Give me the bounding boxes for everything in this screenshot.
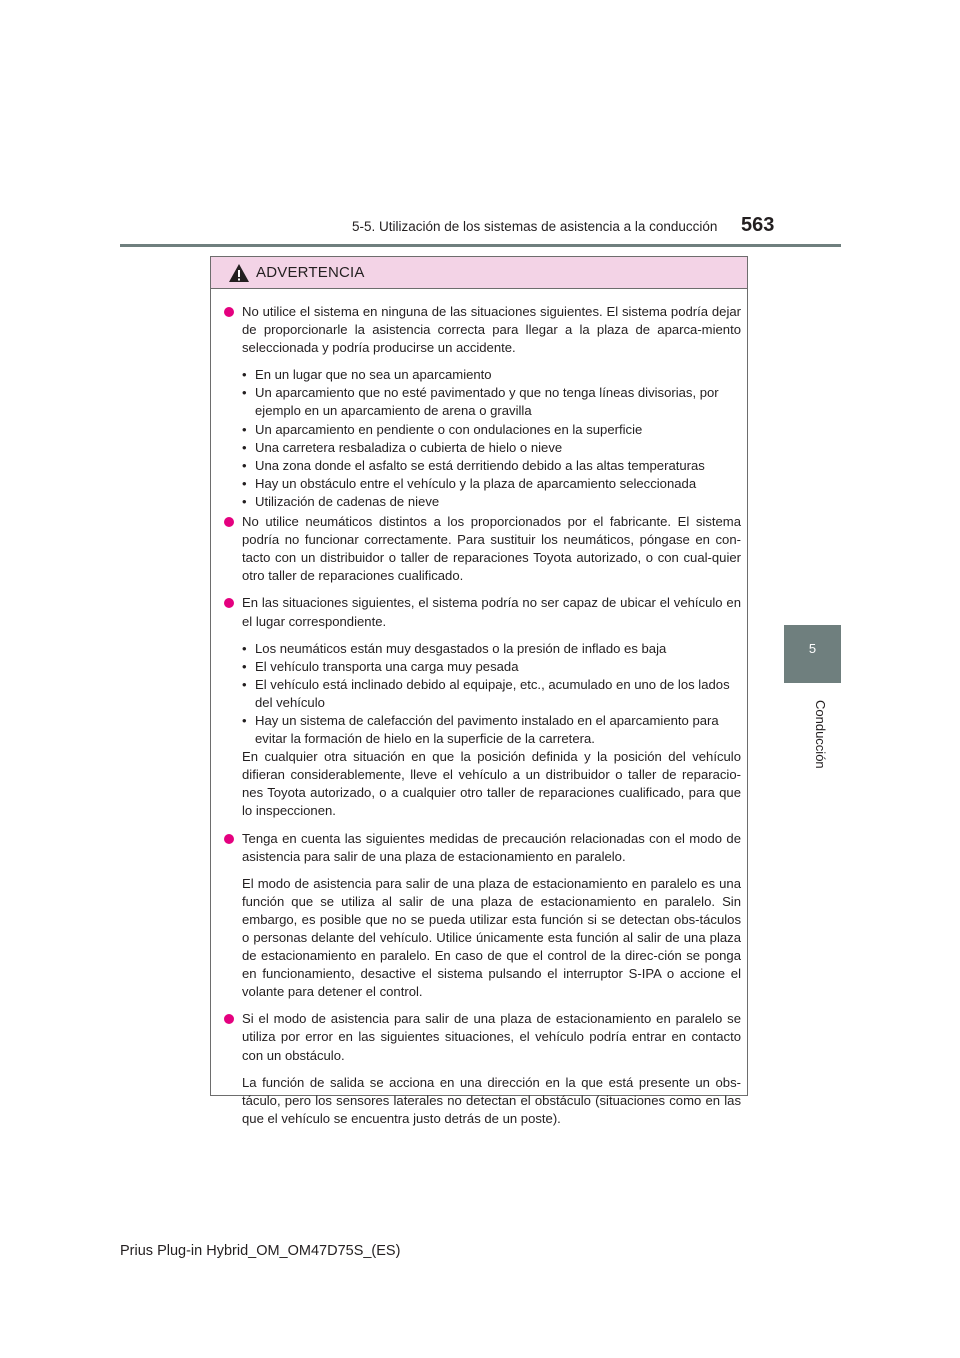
warning-title: ADVERTENCIA: [256, 264, 365, 281]
warning-item-text: En las situaciones siguientes, el sistema podría no ser capaz de ubicar el vehículo en el lugar correspondiente.: [242, 595, 741, 629]
chapter-tab-label: Conducción: [813, 700, 828, 769]
footer-doc-id: Prius Plug-in Hybrid_OM_OM47D75S_(ES): [120, 1243, 401, 1259]
warning-item: [224, 513, 741, 585]
warning-item-text: No utilice el sistema en ninguna de las situaciones siguientes. El sistema podría dejar de proporcionarle la asistencia correcta para llegar a la plaza de aparca-miento seleccionada y podría producirse un accidente.: [242, 304, 741, 356]
bullet-dot-icon: [224, 517, 234, 527]
warning-item: [224, 1010, 741, 1064]
list-item: • Una zona donde el asfalto se está derritiendo debido a las altas temperaturas: [242, 457, 741, 475]
warning-body: [211, 289, 747, 1128]
page-number: 563: [741, 214, 775, 236]
header-rule: [120, 244, 841, 247]
header-title: 5-5. Utilización de los sistemas de asistencia a la conducción: [352, 219, 718, 234]
warning-triangle-icon: [228, 263, 250, 283]
list-item: • Los neumáticos están muy desgastados o la presión de inflado es baja: [242, 640, 741, 658]
chapter-tab-number: 5: [808, 641, 817, 656]
list-item: • El vehículo transporta una carga muy pesada: [242, 658, 741, 676]
list-item: • Hay un sistema de calefacción del pavimento instalado en el aparcamiento para evitar la formación de hielo en la superficie de la carretera.: [242, 712, 741, 748]
warning-item-text: No utilice neumáticos distintos a los proporcionados por el fabricante. El sistema podría no funcionar correctamente. Para sustituir los neumáticos, póngase en con-tacto con un distribuidor o taller de reparaciones Toyota autorizado, o con cual-quier otro taller de reparaciones cualificado.: [242, 514, 741, 584]
condition-list: [242, 366, 741, 511]
warning-item-detail: La función de salida se acciona en una dirección en la que está presente un obs-táculo, pero los sensores laterales no detectan el obstáculo (situaciones como en las que el vehículo se encuentra justo detrás de un poste).: [242, 1074, 741, 1126]
condition-list: [242, 640, 741, 749]
list-item: • Utilización de cadenas de nieve: [242, 493, 741, 511]
bullet-dot-icon: [224, 834, 234, 844]
list-item: • Un aparcamiento que no esté pavimentado y que no tenga líneas divisorias, por ejemplo en un aparcamiento de arena o gravilla: [242, 384, 741, 420]
list-item: • Hay un obstáculo entre el vehículo y la plaza de aparcamiento seleccionada: [242, 475, 741, 493]
warning-header: [211, 257, 747, 289]
bullet-dot-icon: [224, 307, 234, 317]
warning-item-detail: El modo de asistencia para salir de una plaza de estacionamiento en paralelo es una función que se utiliza al salir de una plaza de estacionamiento en paralelo. Sin embargo, es posible que no se pueda utilizar esta función si se detectan obs-táculos o personas delante del vehículo. Utilice únicamente esta función al salir de una plaza de estacionamiento en paralelo. En caso de que el control de la direc-ción se ponga en funcionamiento, desactive el sistema pulsando el interruptor S-IPA o accione el volante para detener el control.: [242, 875, 741, 1000]
warning-item-text: Si el modo de asistencia para salir de una plaza de estacionamiento en paralelo se utiliza por error en las siguientes situaciones, el vehículo podría entrar en contacto con un obstáculo.: [242, 1011, 741, 1063]
warning-item-text: Tenga en cuenta las siguientes medidas de precaución relacionadas con el modo de asistencia para salir de una plaza de estacionamiento en paralelo.: [242, 830, 741, 864]
chapter-tab: [784, 625, 841, 683]
list-item: • El vehículo está inclinado debido al equipaje, etc., acumulado en uno de los lados del vehículo: [242, 676, 741, 712]
list-item: • En un lugar que no sea un aparcamiento: [242, 366, 741, 384]
warning-item: [224, 594, 741, 630]
list-item: • Una carretera resbaladiza o cubierta de hielo o nieve: [242, 439, 741, 457]
bullet-dot-icon: [224, 1014, 234, 1024]
warning-item-note: En cualquier otra situación en que la posición definida y la posición del vehículo difieran considerablemente, lleve el vehículo a un distribuidor o taller de reparacio-nes Toyota autorizado, o a cualquier otro taller de reparaciones cualificado, para que lo inspeccionen.: [242, 749, 741, 819]
bullet-dot-icon: [224, 598, 234, 608]
warning-box: [210, 256, 748, 1126]
warning-item: [224, 830, 741, 866]
list-item: • Un aparcamiento en pendiente o con ondulaciones en la superficie: [242, 421, 741, 439]
warning-item: [224, 303, 741, 357]
